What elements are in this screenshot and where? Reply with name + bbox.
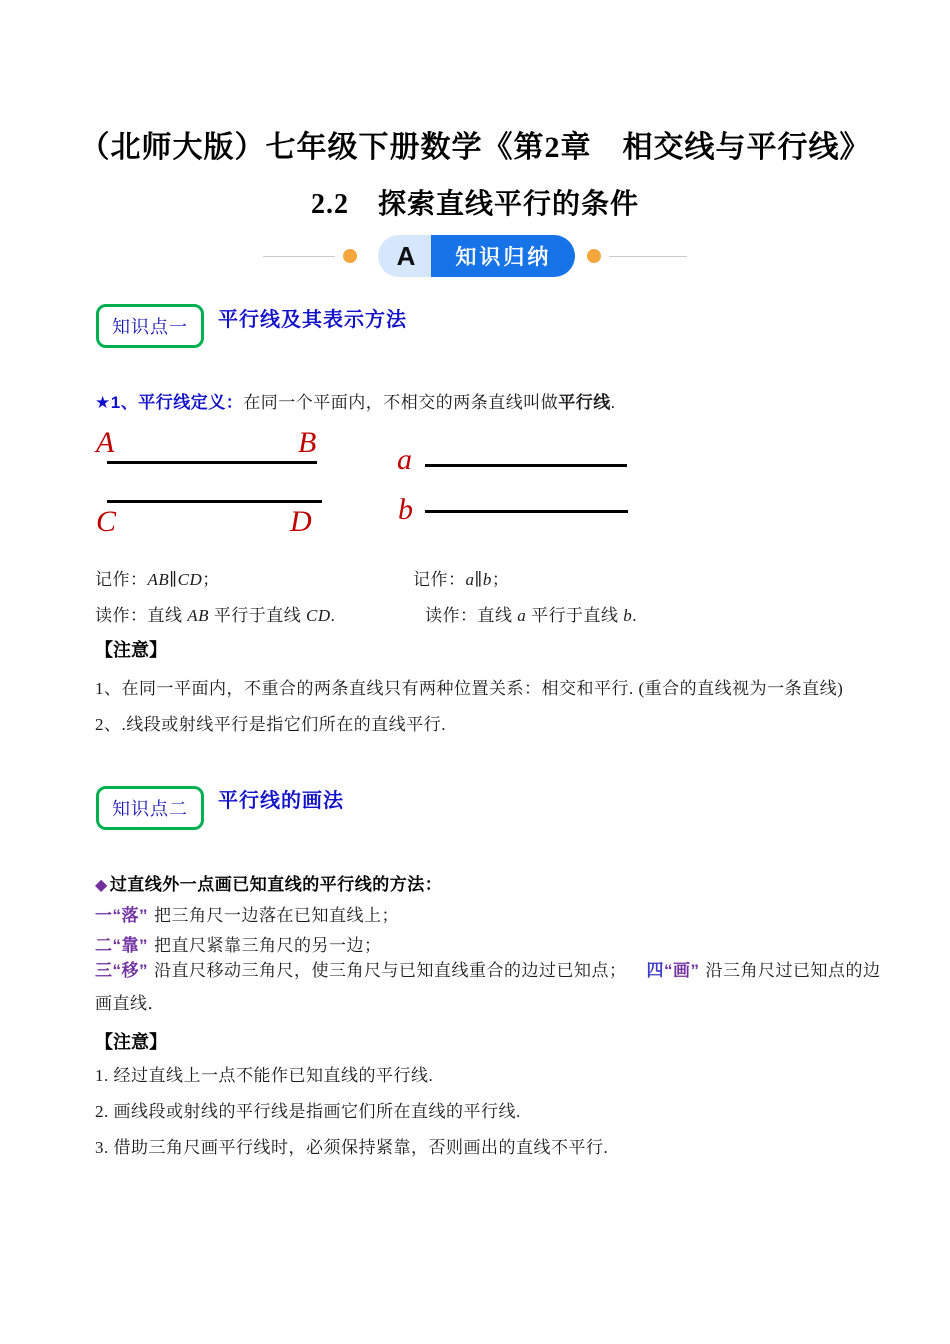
decor-line-right [609,256,687,257]
diagram-line-b [425,510,628,513]
diagram-label-D: D [290,505,312,538]
definition-body: 在同一个平面内，不相交的两条直线叫做 [243,393,559,412]
section-badge-row [0,235,950,277]
note1-header: 【注意】 [95,640,167,660]
read-left-p2: 平行于直线 [209,606,307,625]
record-right-math: a∥b [465,570,492,589]
read-right-end: . [632,606,637,625]
read-left [95,601,335,626]
step3-text: 沿直尺移动三角尺，使三角尺与已知直线重合的边过已知点； [154,961,627,980]
diagram-label-a: a [397,443,412,476]
read-right [425,601,637,626]
read-right-p2: 平行于直线 [526,606,624,625]
diagram-label-b: b [398,493,413,526]
read-left-label: 读作： [95,606,148,625]
step3-key: 三“移” [95,961,148,980]
note2-item-1: 1. 经过直线上一点不能作已知直线的平行线. [95,1066,434,1085]
step4-key: “画” [664,961,700,980]
definition-end: . [610,393,616,412]
kp1-box [96,304,204,348]
record-left-label: 记作： [95,570,148,589]
read-right-m2: b [623,606,633,625]
kp2-box [96,786,204,830]
method-lead-line [95,870,442,895]
diagram-line-AB [107,461,317,464]
read-left-m2: CD [306,606,331,625]
page-title: （北师大版）七年级下册数学《第2章 相交线与平行线》 [79,131,871,164]
method-step-1 [95,901,399,926]
page-subtitle: 2.2 探索直线平行的条件 [310,189,639,220]
kp1-heading: 平行线及其表示方法 [218,309,407,331]
read-left-p1: 直线 [147,606,188,625]
diagram-line-a [425,464,627,467]
note2-header: 【注意】 [95,1032,167,1052]
method-step-3-4 [95,954,895,1020]
method-step-2 [95,931,382,956]
read-left-end: . [330,606,336,625]
note2-item-2: 2. 画线段或射线的平行线是指画它们所在直线的平行线. [95,1102,521,1121]
step4-number: 四 [646,961,664,980]
step1-text: 把三角尺一边落在已知直线上； [154,906,399,925]
kp2-box-label: 知识点二 [112,799,188,819]
decor-dot-right [587,249,601,263]
record-right-end: ； [491,570,510,589]
record-left-math: AB∥CD [147,570,203,589]
method-lead-text: 过直线外一点画已知直线的平行线的方法： [109,875,443,894]
diagram-label-B: B [298,426,317,459]
step4-text: 沿三角尺过已知点的边画直线． [95,961,881,1013]
note1-item-2: 2、.线段或射线平行是指它们所在的直线平行. [95,715,446,734]
record-right [413,565,509,590]
diagram-line-CD [107,500,322,503]
section-badge [378,235,576,277]
definition-lead: ★1、平行线定义： [95,393,244,412]
step1-key: 一“落” [95,906,148,925]
read-right-m1: a [517,606,527,625]
note2-item-3: 3. 借助三角尺画平行线时，必须保持紧靠，否则画出的直线不平行. [95,1138,609,1157]
diagram-label-C: C [96,505,117,538]
step2-text: 把直尺紧靠三角尺的另一边； [154,936,382,955]
step2-key: 二“靠” [95,936,148,955]
diamond-icon: ◆ [95,877,108,894]
decor-line-left [263,256,335,257]
read-right-label: 读作： [425,606,478,625]
kp1-box-label: 知识点一 [112,317,188,337]
record-left-end: ； [202,570,220,589]
record-right-label: 记作： [413,570,466,589]
section-letter: A [378,235,432,277]
definition-line [95,388,615,413]
kp2-heading: 平行线的画法 [218,790,344,812]
section-label: 知识归纳 [431,235,575,277]
read-right-p1: 直线 [477,606,518,625]
diagram-label-A: A [96,426,115,459]
read-left-m1: AB [187,606,210,625]
record-left [95,565,220,590]
decor-dot-left [343,249,357,263]
definition-term: 平行线 [558,393,611,412]
note1-item-1: 1、在同一平面内，不重合的两条直线只有两种位置关系：相交和平行. (重合的直线视为一条直线) [95,679,844,698]
